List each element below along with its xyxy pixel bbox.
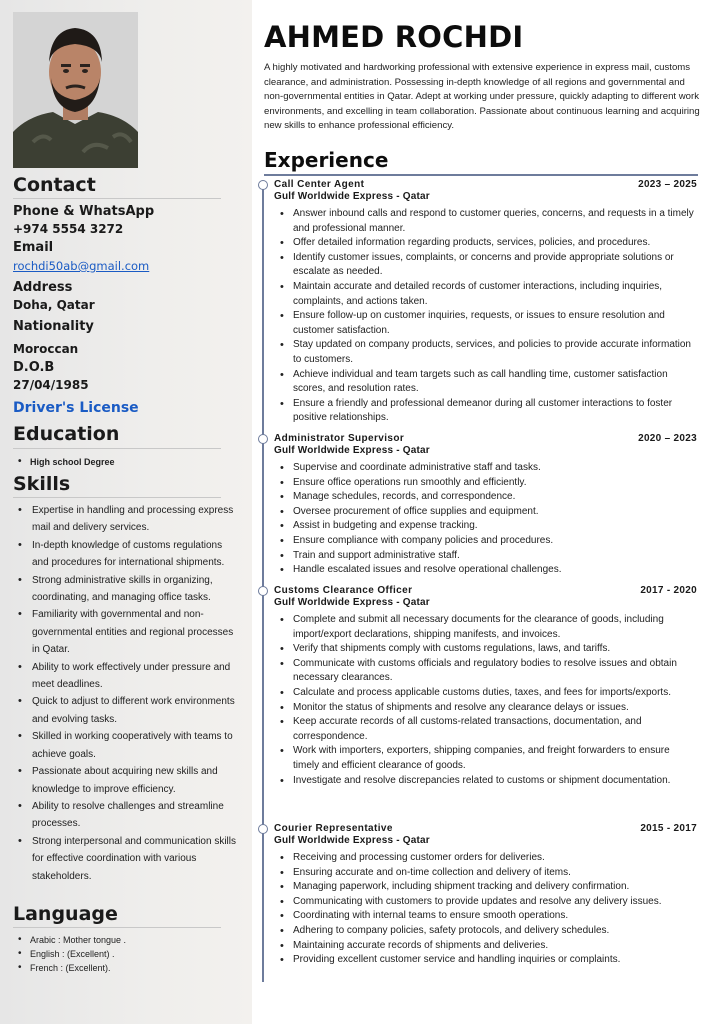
job-duties bbox=[280, 461, 698, 578]
experience-heading: Experience bbox=[264, 148, 389, 172]
duty-item: • Receiving and processing customer orders for deliveries. bbox=[280, 851, 698, 866]
duty-item: • Train and support administrative staff. bbox=[280, 549, 698, 564]
experience-divider bbox=[264, 174, 698, 176]
job-title: Call Center Agent bbox=[274, 179, 365, 190]
duty-item: • Handle escalated issues and resolve operational challenges. bbox=[280, 563, 698, 578]
language-divider bbox=[13, 927, 221, 928]
skill-item: • Familiarity with governmental and non-governmental entities and regional processes in Qatar. bbox=[18, 606, 236, 658]
contact-divider bbox=[13, 198, 221, 199]
duty-item: • Communicating with customers to provide updates and resolve any delivery issues. bbox=[280, 895, 698, 910]
duty-item: • Complete and submit all necessary documents for the clearance of goods, including import/export declarations, shipping manifests, and invoices. bbox=[280, 613, 698, 642]
language-item: • French : (Excellent). bbox=[18, 961, 238, 975]
email-label: Email bbox=[13, 240, 54, 255]
timeline-dot-icon bbox=[258, 824, 268, 834]
skill-item: • Quick to adjust to different work environments and evolving tasks. bbox=[18, 693, 236, 728]
duty-item: • Assist in budgeting and expense tracking. bbox=[280, 519, 698, 534]
timeline-dot-icon bbox=[258, 434, 268, 444]
job-duties bbox=[280, 207, 698, 426]
duty-item: • Maintaining accurate records of shipments and deliveries. bbox=[280, 939, 698, 954]
language-item: • English : (Excellent) . bbox=[18, 947, 238, 961]
job-dates: 2023 – 2025 bbox=[638, 179, 697, 190]
skill-item: • Expertise in handling and processing express mail and delivery services. bbox=[18, 502, 236, 537]
timeline-dot-icon bbox=[258, 586, 268, 596]
duty-item: • Manage schedules, records, and correspondence. bbox=[280, 490, 698, 505]
sidebar bbox=[0, 0, 252, 1024]
language-item: • Arabic : Mother tongue . bbox=[18, 933, 238, 947]
education-divider bbox=[13, 448, 221, 449]
job-company: Gulf Worldwide Express - Qatar bbox=[274, 191, 430, 202]
duty-item: • Keep accurate records of all customs-related transactions, documentation, and correspondence. bbox=[280, 715, 698, 744]
job-dates: 2015 - 2017 bbox=[640, 823, 697, 834]
skill-item: • Ability to work effectively under pressure and meet deadlines. bbox=[18, 659, 236, 694]
skills-divider bbox=[13, 497, 221, 498]
duty-item: • Communicate with customs officials and regulatory bodies to resolve issues and obtain necessary clearances. bbox=[280, 657, 698, 686]
profile-photo-illustration bbox=[13, 12, 138, 168]
duty-item: • Offer detailed information regarding products, services, policies, and procedures. bbox=[280, 236, 698, 251]
duty-item: • Oversee procurement of office supplies and equipment. bbox=[280, 505, 698, 520]
duty-item: • Monitor the status of shipments and resolve any clearance delays or issues. bbox=[280, 701, 698, 716]
contact-heading: Contact bbox=[13, 174, 96, 196]
profile-photo bbox=[13, 12, 138, 168]
duty-item: • Providing excellent customer service and handling inquiries or complaints. bbox=[280, 953, 698, 968]
education-item: • High school Degree bbox=[18, 455, 238, 469]
phone-label: Phone & WhatsApp bbox=[13, 204, 155, 219]
skills-list bbox=[18, 502, 236, 885]
job-company: Gulf Worldwide Express - Qatar bbox=[274, 835, 430, 846]
skill-item: • Strong interpersonal and communication skills for effective coordination with various stakeholders. bbox=[18, 833, 236, 885]
skill-item: • In-depth knowledge of customs regulations and procedures for international shipments. bbox=[18, 537, 236, 572]
job-company: Gulf Worldwide Express - Qatar bbox=[274, 597, 430, 608]
phone-value: +974 5554 3272 bbox=[13, 222, 124, 236]
skill-item: • Strong administrative skills in organizing, coordinating, and managing office tasks. bbox=[18, 572, 236, 607]
duty-item: • Maintain accurate and detailed records of customer interactions, including inquiries, complaints, and actions taken. bbox=[280, 280, 698, 309]
candidate-name: AHMED ROCHDI bbox=[264, 20, 524, 54]
nationality-label: Nationality bbox=[13, 319, 94, 334]
job-title: Administrator Supervisor bbox=[274, 433, 405, 444]
education-heading: Education bbox=[13, 423, 120, 445]
duty-item: • Adhering to company policies, safety protocols, and delivery schedules. bbox=[280, 924, 698, 939]
job-company: Gulf Worldwide Express - Qatar bbox=[274, 445, 430, 456]
duty-item: • Verify that shipments comply with customs regulations, laws, and tariffs. bbox=[280, 642, 698, 657]
job-dates: 2020 – 2023 bbox=[638, 433, 697, 444]
duty-item: • Identify customer issues, complaints, or concerns and provide appropriate solutions or escalate as needed. bbox=[280, 251, 698, 280]
duty-item: • Ensure compliance with company policies and procedures. bbox=[280, 534, 698, 549]
timeline-line bbox=[262, 186, 264, 982]
skills-heading: Skills bbox=[13, 473, 71, 495]
dob-value: 27/04/1985 bbox=[13, 378, 89, 392]
drivers-license: Driver's License bbox=[13, 400, 139, 416]
job-title: Courier Representative bbox=[274, 823, 393, 834]
duty-item: • Supervise and coordinate administrative staff and tasks. bbox=[280, 461, 698, 476]
job-duties bbox=[280, 851, 698, 968]
duty-item: • Investigate and resolve discrepancies related to customs or shipment documentation. bbox=[280, 774, 698, 789]
timeline-dot-icon bbox=[258, 180, 268, 190]
job-title: Customs Clearance Officer bbox=[274, 585, 413, 596]
skill-item: • Passionate about acquiring new skills and knowledge to improve efficiency. bbox=[18, 763, 236, 798]
duty-item: • Ensure office operations run smoothly and efficiently. bbox=[280, 476, 698, 491]
skill-item: • Ability to resolve challenges and streamline processes. bbox=[18, 798, 236, 833]
education-list bbox=[18, 455, 238, 469]
duty-item: • Ensuring accurate and on-time collection and delivery of items. bbox=[280, 866, 698, 881]
duty-item: • Stay updated on company products, services, and policies to provide accurate information to customers. bbox=[280, 338, 698, 367]
profile-summary: A highly motivated and hardworking professional with extensive experience in express mail, customs clearance, and administration. Possessing in-depth knowledge of all regions and governmental and non-governmental entities in Qatar. Adept at working under pressure, quickly adapting to different work environments, and excelling in team collaboration. Passionate about continuous learning and acquiring new skills to enhance professional efficiency. bbox=[264, 62, 700, 132]
nationality-value: Moroccan bbox=[13, 342, 79, 356]
dob-label: D.O.B bbox=[13, 360, 55, 375]
duty-item: • Coordinating with internal teams to ensure smooth operations. bbox=[280, 909, 698, 924]
duty-item: • Answer inbound calls and respond to customer queries, concerns, and requests in a timely and professional manner. bbox=[280, 207, 698, 236]
job-dates: 2017 - 2020 bbox=[640, 585, 697, 596]
duty-item: • Achieve individual and team targets such as call handling time, customer satisfaction scores, and resolution rates. bbox=[280, 368, 698, 397]
language-heading: Language bbox=[13, 903, 118, 925]
address-label: Address bbox=[13, 280, 73, 295]
duty-item: • Ensure a friendly and professional demeanor during all customer interactions to foster positive relationships. bbox=[280, 397, 698, 426]
email-link[interactable]: rochdi50ab@gmail.com bbox=[13, 259, 150, 273]
address-value: Doha, Qatar bbox=[13, 298, 95, 312]
duty-item: • Calculate and process applicable customs duties, taxes, and fees for imports/exports. bbox=[280, 686, 698, 701]
duty-item: • Managing paperwork, including shipment tracking and delivery confirmation. bbox=[280, 880, 698, 895]
job-duties bbox=[280, 613, 698, 788]
duty-item: • Ensure follow-up on customer inquiries, requests, or issues to ensure resolution and customer satisfaction. bbox=[280, 309, 698, 338]
duty-item: • Work with importers, exporters, shipping companies, and freight forwarders to ensure timely and efficient clearance of goods. bbox=[280, 744, 698, 773]
skill-item: • Skilled in working cooperatively with teams to achieve goals. bbox=[18, 728, 236, 763]
language-list bbox=[18, 933, 238, 975]
